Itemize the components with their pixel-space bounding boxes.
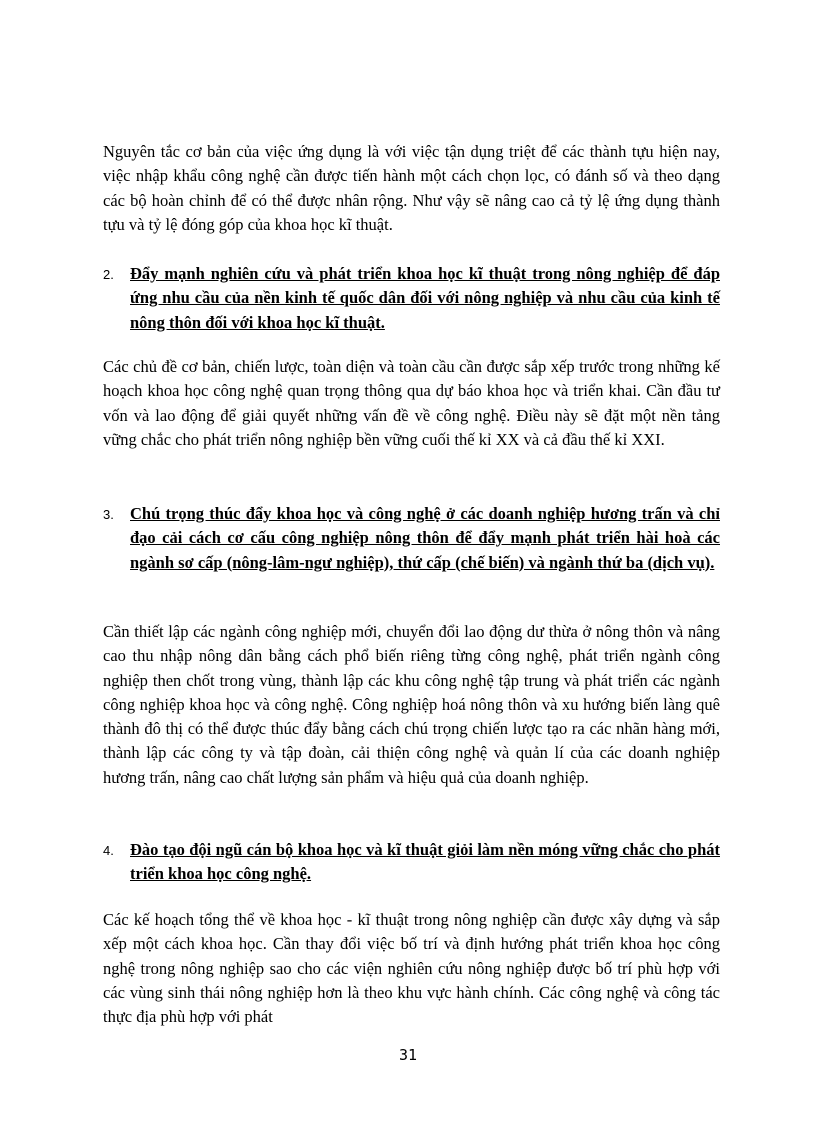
section-title-2: Đẩy mạnh nghiên cứu và phát triển khoa học kĩ thuật trong nông nghiệp để đáp ứng nhu cầu của nền kinh tế quốc dân đối với nông nghiệp và nhu cầu của kinh tế nông thôn đối với khoa học kĩ thuật. — [130, 264, 720, 332]
paragraph-new-industries: Cần thiết lập các ngành công nghiệp mới, chuyển đổi lao động dư thừa ở nông thôn và nâng cao thu nhập nông dân bằng cách phổ biến riêng từng công nghệ, phát triển ngành công nghiệp then chốt trong vùng, thành lập các khu công nghệ tập trung và phát triển các ngành công nghiệp khoa học và công nghệ. Công nghiệp hoá nông thôn và xu hướng biến làng quê thành đô thị có thể được thúc đẩy bằng cách chú trọng chiến lược tạo ra các nhãn hàng mới, thành lập các công ty và tập đoàn, cải thiện công nghệ và quản lí của các doanh nghiệp hương trấn, nâng cao chất lượng sản phẩm và hiệu quả của doanh nghiệp. — [103, 622, 720, 787]
section-heading-3 — [103, 502, 720, 575]
section-number-2: 2. — [103, 267, 114, 282]
section-number-4: 4. — [103, 843, 114, 858]
paragraph-strategic-topics: Các chủ đề cơ bản, chiến lược, toàn diện và toàn cầu cần được sắp xếp trước trong những kế hoạch khoa học công nghệ quan trọng thông qua dự báo khoa học và triển khai. Cần đầu tư vốn và lao động để giải quyết những vấn đề về công nghệ. Điều này sẽ đặt một nền tảng vững chắc cho phát triển nông nghiệp bền vững cuối thế kỉ XX và cả đầu thế kỉ XXI. — [103, 357, 720, 449]
paragraph-master-plans: Các kế hoạch tổng thể về khoa học - kĩ thuật trong nông nghiệp cần được xây dựng và sắp xếp một cách khoa học. Cần thay đổi việc bố trí và định hướng phát triển khoa học công nghệ trong nông nghiệp sao cho các viện nghiên cứu nông nghiệp được bố trí phù hợp với các vùng sinh thái nông nghiệp hơn là theo khu vực hành chính. Các công nghệ và công tác thực địa phù hợp với phát — [103, 910, 720, 1027]
page-number: 31 — [398, 1046, 418, 1064]
section-heading-4 — [103, 838, 720, 887]
section-title-4: Đào tạo đội ngũ cán bộ khoa học và kĩ thuật giỏi làm nền móng vững chắc cho phát triển khoa học công nghệ. — [130, 840, 720, 884]
paragraph-technology-application: Nguyên tắc cơ bản của việc ứng dụng là với việc tận dụng triệt để các thành tựu hiện nay, việc nhập khẩu công nghệ cần được tiến hành một cách chọn lọc, có đánh số và theo dạng các bộ hoàn chỉnh để có thể được nhân rộng. Như vậy sẽ nâng cao cả tỷ lệ ứng dụng thành tựu và tỷ lệ đóng góp của khoa học kĩ thuật. — [103, 142, 720, 234]
section-number-3: 3. — [103, 507, 114, 522]
section-title-3: Chú trọng thúc đẩy khoa học và công nghệ ở các doanh nghiệp hương trấn và chỉ đạo cải cách cơ cấu công nghiệp nông thôn để đẩy mạnh phát triển hài hoà các ngành sơ cấp (nông-lâm-ngư nghiệp), thứ cấp (chế biến) và ngành thứ ba (dịch vụ). — [130, 504, 720, 572]
section-heading-2 — [103, 262, 720, 335]
